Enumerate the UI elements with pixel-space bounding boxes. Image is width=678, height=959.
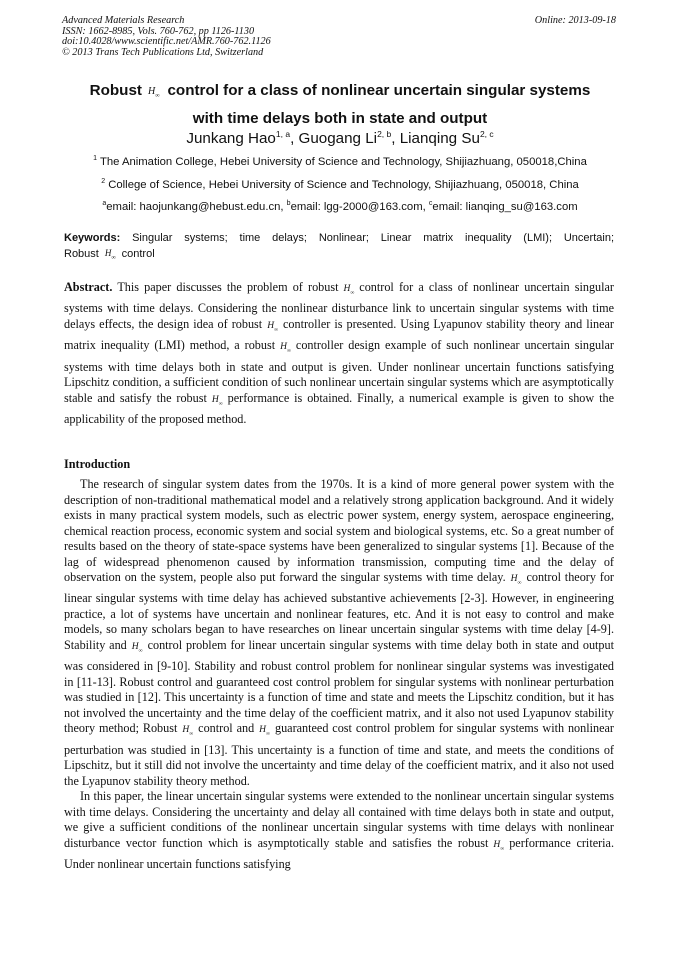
introduction-body bbox=[64, 477, 614, 873]
online-date: Online: 2013-09-18 bbox=[534, 15, 616, 26]
paragraph: The research of singular system dates from the 1970s. It is a kind of more general power system with the description of non-traditional mathematical model and a relatively strong application background. And it widely exists in many practical system models, such as electric power system, energy system, aerospace engineering, chemical reaction process, economic system and social system and biological systems, etc. So a great number of results based on the theory of state-space systems have been generalized to singular systems [1]. Because of the lag of widespread phenomenon caused by information transmission, computing time and the delay of observation on the system, people also put forward the singular systems with time delay. $H_\infty$ control theory for linear singular systems with time delay has achieved substantive achievements [2-3]. However, in engineering practice, a lot of systems have uncertain and nonlinear features, etc. And it is not easy to control and make models, so many scholars began to have researches on linear uncertain singular systems with time delay [4-9]. Stability and $H_\infty$ control problem for linear uncertain singular systems with time delay both in state and output was considered in [9-10]. Stability and robust control problem for nonlinear singular systems was investigated in [11-13]. Robust control and guaranteed cost control problem for singular systems with nonlinear perturbation was studied in [12]. This uncertainty is a function of time and state and meets the Lipschitz condition, but it has not involved the uncertainty and the time delay of the coefficient matrix, and it also not used Lyapunov stability theory method; Robust $H_\infty$ control and $H_\infty$ guaranteed cost control problem for singular systems with nonlinear perturbation was studied in [13]. This uncertainty is a function of time and state, and meets the conditions of Lipschitz, but it still did not involve the uncertainty and time delay of the coefficient matrix, and it also not used the Lyapunov stability theory method. bbox=[64, 477, 614, 788]
h-infinity-symbol: $H_\infty$ bbox=[182, 725, 194, 738]
h-infinity-symbol: $H_\infty$ bbox=[510, 574, 522, 586]
title-rest-line1: control for a class of nonlinear uncertain singular systems bbox=[167, 82, 591, 99]
email-line: $^a$email: haojunkang@hebust.edu.cn, $^b$email: lgg-2000@163.com, $^c$email: lianqing_su@163.com bbox=[102, 200, 578, 213]
h-infinity-symbol: $H_\infty$ bbox=[493, 839, 505, 852]
section-heading-introduction: Introduction bbox=[64, 457, 131, 471]
author-superscript: 2, c bbox=[479, 129, 494, 139]
doi-line: doi:10.4028/www.scientific.net/AMR.760-762.1126 bbox=[62, 36, 271, 48]
paper-title bbox=[40, 80, 640, 129]
journal-header bbox=[62, 16, 616, 58]
h-infinity-symbol: $H_\infty$ bbox=[211, 394, 223, 407]
affiliation-2: $^2$ College of Science, Hebei University of Science and Technology, Shijiazhuang, 050018, China bbox=[101, 178, 579, 191]
copyright-line: © 2013 Trans Tech Publications Ltd, Switzerland bbox=[62, 46, 264, 58]
author-superscript: 2, b bbox=[377, 129, 392, 139]
email-address: email: lgg-2000@163.com, bbox=[290, 200, 429, 213]
h-infinity-symbol: $H_\infty$ bbox=[131, 641, 143, 654]
title-word-robust: Robust bbox=[89, 82, 142, 99]
issn-line: ISSN: 1662-8985, Vols. 760-762, pp 1126-1130 bbox=[62, 25, 255, 37]
h-infinity-symbol: $H_\infty$ bbox=[259, 725, 270, 738]
abstract-label: Abstract. bbox=[64, 280, 113, 294]
email-address: email: haojunkang@hebust.edu.cn, bbox=[106, 200, 287, 213]
h-infinity-symbol: $H_\infty$ bbox=[280, 342, 291, 355]
author-name: Guogang Li bbox=[298, 130, 378, 148]
author-list: Junkang Hao$^{1, a}$, Guogang Li$^{2, b}$, Lianqing Su$^{2, c}$ bbox=[186, 129, 494, 148]
h-infinity-symbol: $H_\infty$ bbox=[343, 284, 355, 296]
affiliation-1: $^1$ The Animation College, Hebei University of Science and Technology, Shijiazhuang, 050018,China bbox=[93, 155, 587, 168]
keywords-label: Keywords: bbox=[64, 232, 121, 244]
author-name: Junkang Hao bbox=[186, 130, 276, 148]
abstract: Abstract. This paper discusses the problem of robust $H_\infty$ control for a class of nonlinear uncertain singular systems with time delays. Considering the nonlinear disturbance link to uncertain singular systems with time delays effects, the design idea of robust $H_\infty$ controller is presented. Using Lyapunov stability theory and linear matrix inequality (LMI) method, a robust $H_\infty$ controller design example of such nonlinear uncertain singular systems with time delays both in state and output is given. Under nonlinear uncertain functions satisfying Lipschitz condition, a sufficient condition of such nonlinear uncertain singular systems which are asymptotically stable and satisfy the robust $H_\infty$ performance is obtained. Finally, a numerical example is given to show the applicability of the proposed method. bbox=[64, 280, 614, 427]
email-address: email: lianqing_su@163.com bbox=[432, 200, 578, 213]
keywords: Keywords: Singular systems; time delays; Nonlinear; Linear matrix inequality (LMI); Uncertain; Robust $H_\infty$ control bbox=[64, 232, 614, 261]
h-infinity-symbol: $H_\infty$ bbox=[147, 86, 160, 99]
h-infinity-symbol: $H_\infty$ bbox=[267, 320, 278, 333]
title-line2: with time delays both in state and output bbox=[192, 110, 488, 127]
h-infinity-symbol: $H_\infty$ bbox=[104, 247, 116, 261]
journal-name: Advanced Materials Research bbox=[62, 15, 185, 26]
author-superscript: 1, a bbox=[275, 129, 291, 139]
author-name: Lianqing Su bbox=[399, 130, 480, 148]
paragraph: In this paper, the linear uncertain singular systems were extended to the nonlinear uncertain singular systems with time delays. Considering the uncertainty and delay all contained with time delays both in state and output, we give a sufficient conditions of the nonlinear uncertain singular systems with time delays with nonlinear disturbance vector function which is asymptotically stable and satisfies the robust $H_\infty$ performance criteria. Under nonlinear uncertain functions satisfying bbox=[64, 789, 615, 872]
